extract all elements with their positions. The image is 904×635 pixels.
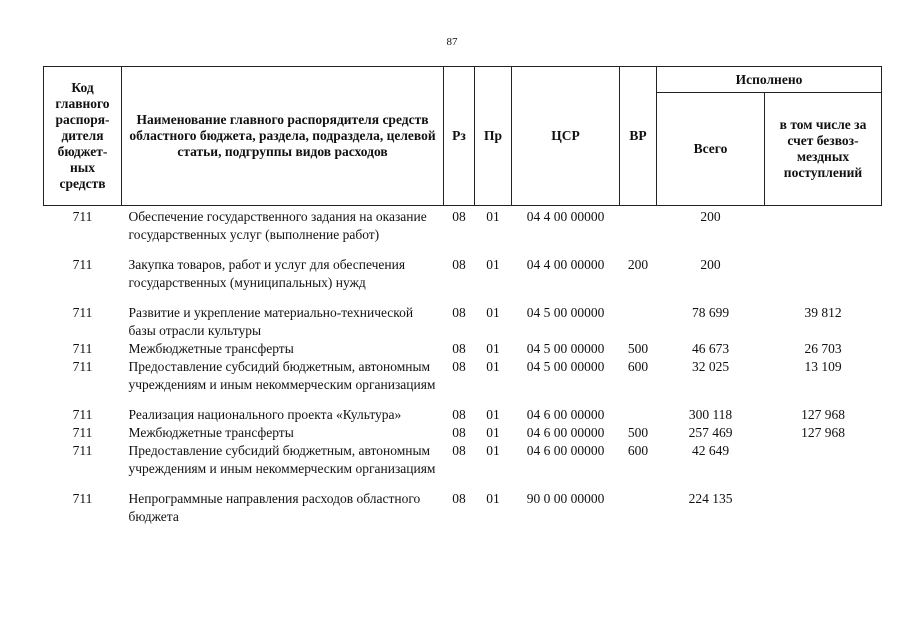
cell-csr: 04 6 00 00000 bbox=[526, 443, 605, 458]
header-rz: Рз bbox=[444, 67, 475, 206]
cell-csr: 04 4 00 00000 bbox=[526, 257, 605, 272]
cell-total: 224 135 bbox=[688, 491, 733, 506]
cell-name: Непрограммные направления расходов областного бюджета bbox=[128, 491, 421, 524]
cell-rz: 08 bbox=[452, 359, 466, 374]
cell-name: Закупка товаров, работ и услуг для обеспечения государственных (муниципальных) нужд bbox=[128, 257, 406, 290]
table-row bbox=[44, 442, 882, 478]
header-executed: Исполнено bbox=[657, 67, 882, 93]
cell-rz: 08 bbox=[452, 305, 466, 320]
cell-csr: 04 6 00 00000 bbox=[526, 407, 605, 422]
budget-table bbox=[43, 66, 882, 526]
cell-pr: 01 bbox=[486, 425, 500, 440]
cell-gratuitous bbox=[765, 478, 882, 526]
table-body bbox=[44, 206, 882, 527]
header-code: Код главного распоря-дителя бюджет-ных средств bbox=[44, 67, 122, 206]
cell-code: 711 bbox=[72, 257, 93, 272]
cell-vr: 200 bbox=[627, 257, 649, 272]
cell-vr bbox=[620, 394, 657, 424]
cell-gratuitous: 127 968 bbox=[801, 425, 845, 440]
cell-gratuitous: 127 968 bbox=[801, 407, 845, 422]
table-row bbox=[44, 206, 882, 245]
header-gratuitous: в том числе за счет безвоз-мездных поступлений bbox=[765, 93, 882, 206]
cell-vr: 600 bbox=[627, 359, 649, 374]
cell-gratuitous: 26 703 bbox=[804, 341, 842, 356]
table-row bbox=[44, 358, 882, 394]
cell-pr: 01 bbox=[486, 443, 500, 458]
cell-vr bbox=[620, 292, 657, 340]
cell-vr: 600 bbox=[627, 443, 649, 458]
header-name: Наименование главного распорядителя средств областного бюджета, раздела, подраздела, целевой статьи, подгруппы видов расходов bbox=[122, 67, 444, 206]
header-vr: ВР bbox=[620, 67, 657, 206]
cell-code: 711 bbox=[72, 443, 93, 458]
cell-csr: 04 4 00 00000 bbox=[526, 209, 605, 224]
cell-code: 711 bbox=[72, 209, 93, 224]
cell-total: 257 469 bbox=[688, 425, 733, 440]
cell-total: 78 699 bbox=[691, 305, 730, 320]
cell-total: 42 649 bbox=[691, 443, 730, 458]
cell-total: 200 bbox=[700, 257, 721, 272]
header-csr: ЦСР bbox=[512, 67, 620, 206]
cell-vr bbox=[620, 206, 657, 245]
cell-vr: 500 bbox=[627, 341, 649, 356]
cell-rz: 08 bbox=[452, 443, 466, 458]
cell-code: 711 bbox=[72, 425, 93, 440]
cell-rz: 08 bbox=[452, 209, 466, 224]
cell-code: 711 bbox=[72, 491, 93, 506]
table-row bbox=[44, 340, 882, 358]
cell-gratuitous bbox=[765, 206, 882, 245]
header-pr: Пр bbox=[475, 67, 512, 206]
cell-csr: 04 5 00 00000 bbox=[526, 341, 605, 356]
table-row bbox=[44, 478, 882, 526]
cell-pr: 01 bbox=[486, 491, 500, 506]
table-row bbox=[44, 244, 882, 292]
cell-pr: 01 bbox=[486, 359, 500, 374]
cell-name: Реализация национального проекта «Культура» bbox=[128, 407, 402, 422]
cell-pr: 01 bbox=[486, 341, 500, 356]
cell-total: 300 118 bbox=[688, 407, 733, 422]
table-row bbox=[44, 292, 882, 340]
cell-name: Предоставление субсидий бюджетным, автономным учреждениям и иным некоммерческим организациям bbox=[128, 443, 436, 476]
cell-vr: 500 bbox=[627, 425, 649, 440]
cell-total: 200 bbox=[700, 209, 721, 224]
cell-name: Межбюджетные трансферты bbox=[128, 341, 294, 356]
cell-name: Развитие и укрепление материально-технической базы отрасли культуры bbox=[128, 305, 414, 338]
cell-name: Предоставление субсидий бюджетным, автономным учреждениям и иным некоммерческим организациям bbox=[128, 359, 436, 392]
cell-name: Межбюджетные трансферты bbox=[128, 425, 294, 440]
table-header bbox=[44, 67, 882, 206]
cell-gratuitous bbox=[765, 442, 882, 478]
cell-code: 711 bbox=[72, 359, 93, 374]
cell-pr: 01 bbox=[486, 257, 500, 272]
cell-rz: 08 bbox=[452, 341, 466, 356]
cell-name: Обеспечение государственного задания на оказание государственных услуг (выполнение работ) bbox=[128, 209, 427, 242]
cell-rz: 08 bbox=[452, 257, 466, 272]
cell-total: 46 673 bbox=[691, 341, 730, 356]
cell-code: 711 bbox=[72, 305, 93, 320]
cell-rz: 08 bbox=[452, 407, 466, 422]
table-row bbox=[44, 424, 882, 442]
cell-pr: 01 bbox=[486, 407, 500, 422]
cell-csr: 04 6 00 00000 bbox=[526, 425, 605, 440]
cell-pr: 01 bbox=[486, 305, 500, 320]
cell-csr: 04 5 00 00000 bbox=[526, 359, 605, 374]
table-row bbox=[44, 394, 882, 424]
cell-gratuitous bbox=[765, 244, 882, 292]
cell-vr bbox=[620, 478, 657, 526]
cell-total: 32 025 bbox=[691, 359, 730, 374]
page-number: 87 bbox=[446, 36, 458, 48]
cell-code: 711 bbox=[72, 341, 93, 356]
cell-csr: 90 0 00 00000 bbox=[526, 491, 605, 506]
header-total: Всего bbox=[657, 93, 765, 206]
cell-pr: 01 bbox=[486, 209, 500, 224]
cell-code: 711 bbox=[72, 407, 93, 422]
cell-rz: 08 bbox=[452, 491, 466, 506]
cell-gratuitous: 39 812 bbox=[804, 305, 842, 320]
cell-rz: 08 bbox=[452, 425, 466, 440]
cell-gratuitous: 13 109 bbox=[804, 359, 842, 374]
cell-csr: 04 5 00 00000 bbox=[526, 305, 605, 320]
